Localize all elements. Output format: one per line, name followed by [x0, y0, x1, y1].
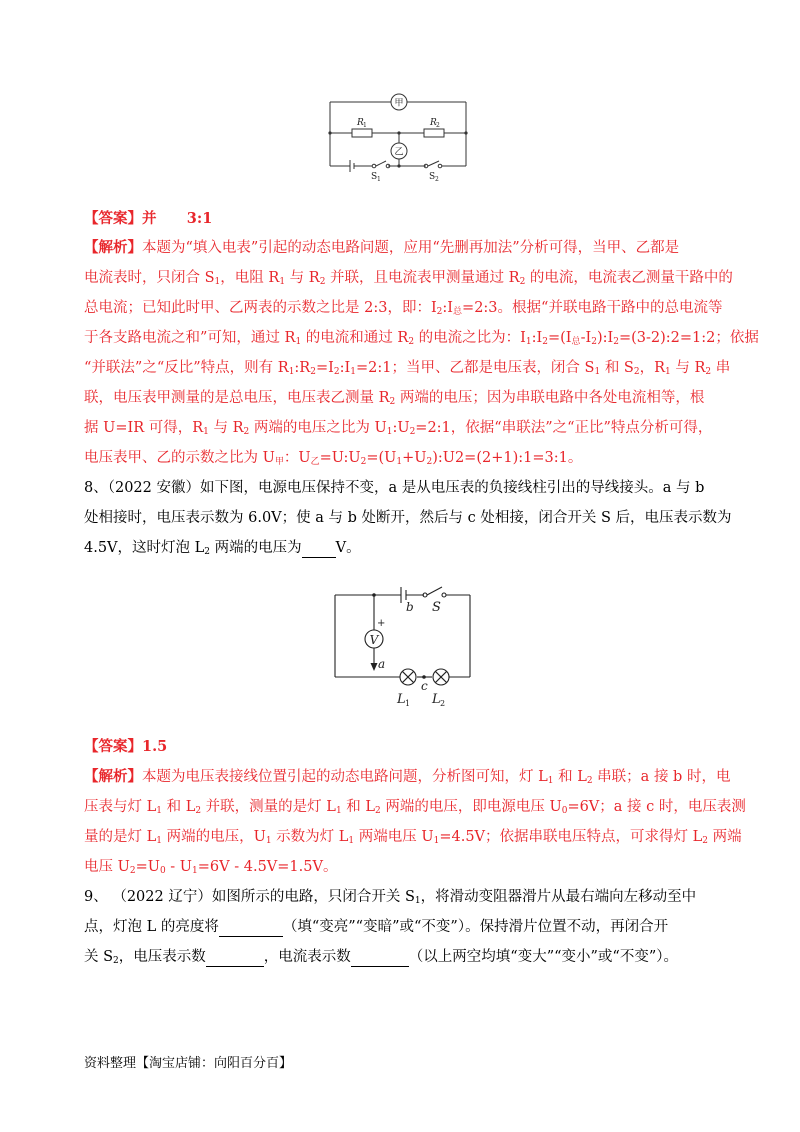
answer-blank[interactable]: [219, 922, 283, 937]
answer-blank[interactable]: [302, 543, 336, 558]
q7-analysis-line-1: [84, 238, 724, 258]
q8-question-line-2: 处相接时，电压表示数为 6.0V；使 a 与 b 处断开，然后与 c 处相接，闭合开关 S 后，电压表示数为: [84, 510, 732, 526]
meter-yi-label: 乙: [394, 147, 404, 158]
q7-analysis-line-5: “并联法”之“反比”特点，则有 $R_1:R_2=I_2:I_1=2:1$；当甲、乙都是电压表，闭合 $S_1$ 和 $S_2$，$R_1$ 与 $R_2$ 串: [84, 360, 731, 377]
q8-question-line-1: 8、（2022 安徽）如下图，电源电压保持不变，a 是从电压表的负接线柱引出的导线接头。a 与 b: [84, 480, 705, 496]
l2-label: L: [432, 692, 441, 707]
page-footer: 资料整理【淘宝店铺：向阳百分百】: [84, 1056, 293, 1071]
s2-label: S: [429, 172, 436, 182]
q9-question-line-1: 9、 （2022 辽宁）如图所示的电路，只闭合开关 $S_1$，将滑动变阻器滑片从最右端向左移动至中: [84, 889, 697, 906]
q7-analysis-line-6: 联，电压表甲测量的是总电压，电压表乙测量 $R_2$ 两端的电压；因为串联电路中各处电流相等，根: [84, 390, 705, 407]
label-s: S: [432, 600, 441, 615]
q7-analysis-line-8: 电压表甲、乙的示数之比为 $U_甲$：$U_乙=U:U_2=(U_1+U_2):U2=(2+1):1=3:1$。: [84, 450, 583, 467]
q7-analysis-line-2: 电流表时，只闭合 $S_1$，电阻 $R_1$ 与 $R_2$ 并联，且电流表甲测量通过 $R_2$ 的电流，电流表乙测量干路中的: [84, 270, 733, 287]
s1-label: S: [371, 172, 378, 182]
l1-subscript: 1: [405, 699, 411, 708]
q9-question-line-3: 关 $S_2$，电压表示数 ，电流表示数 （以上两空均填“变大”“变小”或“不变”）。: [84, 949, 679, 966]
r1-subscript: 1: [363, 122, 367, 129]
q9-question-line-2: 点，灯泡 L 的亮度将 （填“变亮”“变暗”或“不变”）。保持滑片位置不动，再闭合开: [84, 919, 669, 935]
answer-value: 并 3:1: [142, 210, 213, 227]
q8-analysis-line-1: 【解析】本题为电压表接线位置引起的动态电路问题，分析图可知，灯 $L_1$ 和 $L_2$ 串联；a 接 b 时，电: [84, 768, 731, 786]
q8-analysis-line-4: 电压 $U_2=U_0 - U_1=6V - 4.5V=1.5V$。: [84, 859, 338, 876]
answer-tag: 【答案】: [84, 210, 142, 227]
q7-analysis-line-3: 总电流；已知此时甲、乙两表的示数之比是 2:3，即：$I_2:I_总=2:3$。根据“并联电路干路中的总电流等: [84, 300, 723, 317]
label-plus: +: [377, 618, 386, 629]
r2-subscript: 2: [436, 122, 440, 129]
voltmeter-label: V: [369, 633, 379, 647]
q7-analysis-line-7: 据 U=IR 可得，$R_1$ 与 $R_2$ 两端的电压之比为 $U_1:U_2=2:1$，依据“串联法”之“正比”特点分析可得，: [84, 420, 713, 437]
circuit-diagram-2: [328, 578, 478, 708]
analysis-text: 本题为“填入电表”引起的动态电路问题，应用“先删再加法”分析可得，当甲、乙都是: [142, 240, 680, 256]
r2-label: R: [430, 118, 437, 128]
circuit-diagram-1: [318, 90, 478, 182]
label-c: c: [421, 679, 428, 693]
q8-answer: 【答案】1.5: [84, 738, 168, 755]
s2-subscript: 2: [435, 176, 439, 182]
answer-blank[interactable]: [351, 952, 409, 967]
q8-analysis-line-2: 压表与灯 $L_1$ 和 $L_2$ 并联，测量的是灯 $L_1$ 和 $L_2$ 两端的电压，即电源电压 $U_0=6V$；a 接 c 时，电压表测: [84, 799, 746, 816]
meter-jia-label: 甲: [394, 98, 404, 109]
q8-question-line-3: 4.5V，这时灯泡 $L_2$ 两端的电压为 V。: [84, 540, 361, 557]
s1-subscript: 1: [377, 176, 381, 182]
analysis-tag: 【解析】: [84, 239, 142, 256]
q7-answer: [84, 209, 724, 229]
r1-label: R: [357, 118, 364, 128]
q7-analysis-line-4: 于各支路电流之和”可知，通过 $R_1$ 的电流和通过 $R_2$ 的电流之比为：$I_1:I_2=(I_总-I_2):I_2=(3-2):2=1:2$；依据: [84, 330, 759, 347]
l1-label: L: [397, 692, 406, 707]
label-a: a: [378, 657, 386, 671]
label-b: b: [406, 600, 414, 614]
q8-analysis-line-3: 量的是灯 $L_1$ 两端的电压，$U_1$ 示数为灯 $L_1$ 两端电压 $U_1=4.5V$；依据串联电压特点，可求得灯 $L_2$ 两端: [84, 829, 742, 846]
answer-blank[interactable]: [206, 952, 264, 967]
l2-subscript: 2: [440, 699, 446, 708]
